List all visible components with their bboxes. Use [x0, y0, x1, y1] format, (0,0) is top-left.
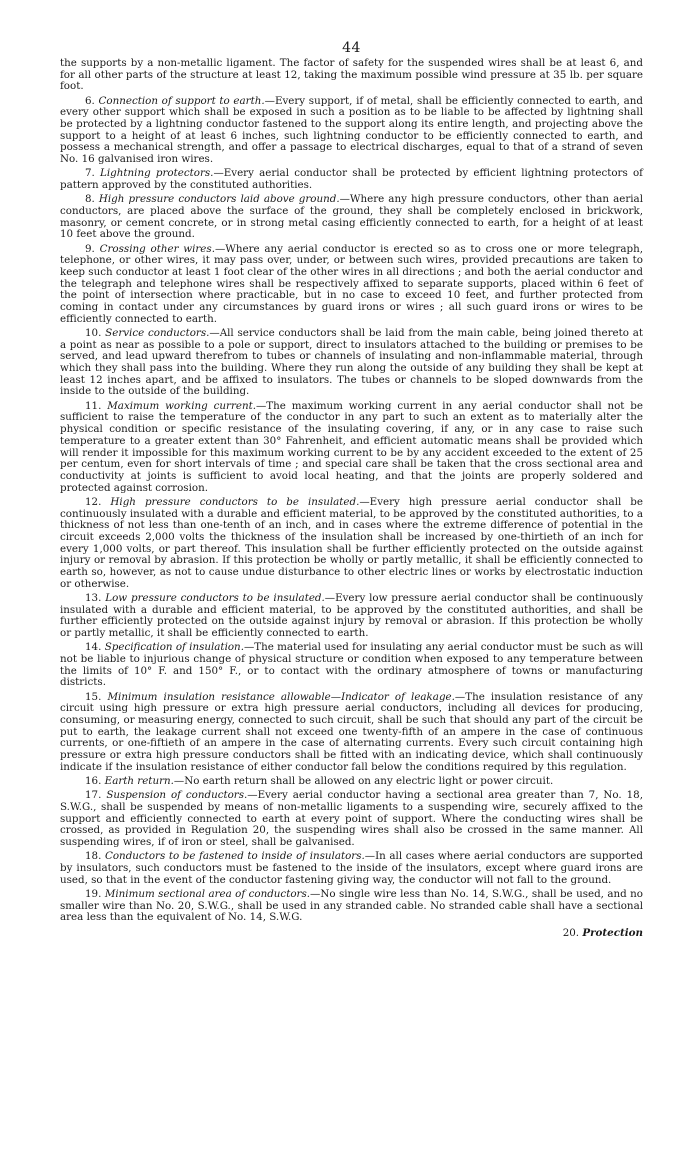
regulation-heading: Low pressure conductors to be insulated.: [105, 591, 325, 604]
regulation-heading: Lightning protectors.: [100, 167, 214, 180]
regulation-paragraph: [60, 889, 643, 924]
regulations-list: [60, 96, 643, 924]
regulation-heading: Service conductors.: [105, 326, 210, 339]
regulation-paragraph: [60, 593, 643, 640]
regulation-heading: Minimum sectional area of conductors.: [104, 887, 311, 900]
regulation-number: 14.: [85, 641, 102, 654]
regulation-paragraph: [60, 401, 643, 495]
regulation-text: —No earth return shall be allowed on any electric light or power circuit.: [173, 774, 554, 787]
regulation-text: —Every support, if of metal, shall be efficiently connected to earth, and every other support which shall be exposed in such a position as to be liable to be affected by lightning shall be protected by a lightning conductor fastened to the support along its entire length, and projecting above the support to a height of at least 6 inches, such lightning conductor to be efficiently connected to earth, and possess a mechanical strength, and offer a passage to electrical discharges, equal to that of a strand of seven No. 16 galvanised iron wires.: [60, 94, 643, 166]
regulation-heading: Conductors to be fastened to inside of insulators.: [104, 850, 365, 863]
regulation-heading: Maximum working current.: [107, 399, 256, 412]
regulation-number: 18.: [85, 850, 102, 863]
regulation-paragraph: [60, 96, 643, 166]
regulation-paragraph: [60, 244, 643, 326]
regulation-text: —No single wire less than No. 14, S.W.G., shall be used, and no smaller wire than No. 20, S.W.G., shall be used in any stranded cable. No stranded cable shall have a sectional area less than the equivalent of No. 14, S.W.G.: [60, 887, 643, 924]
regulation-text: —All service conductors shall be laid from the main cable, being joined thereto at a point as near as possible to a pole or support, direct to insulators attached to the building or premises to be served, and lead upward therefrom to tubes or channels of insulating and non-inflammable material, through which they shall pass into the building. Where they run along the outside of any building they shall be kept at least 12 inches apart, and be affixed to insulators. The tubes or channels to be sloped downwards from the inside to the outside of the building.: [60, 326, 644, 398]
regulation-text: —Every low pressure aerial conductor shall be continuously insulated with a durable and efficient material, to be approved by the constituted authorities, and shall be further efficiently protected on the outside against injury by removal or abrasion. If this protection be wholly or partly metallic, it shall be efficiently connected to earth.: [60, 591, 644, 640]
regulation-number: 10.: [85, 326, 102, 339]
regulation-paragraph: [60, 851, 643, 886]
continuation-paragraph: the supports by a non-metallic ligament. The factor of safety for the suspended wires shall be at least 6, and for all other parts of the structure at least 12, taking the maximum possible wind pressure at 35 lb. per square foot.: [60, 57, 643, 93]
regulation-heading: Minimum insulation resistance allowable—Indicator of leakage.: [107, 690, 455, 703]
regulation-paragraph: [60, 642, 643, 689]
regulation-paragraph: [60, 168, 643, 191]
page-number: 44: [342, 40, 361, 56]
regulation-number: 6.: [85, 94, 95, 107]
regulation-paragraph: [60, 790, 643, 849]
regulation-heading: High pressure conductors laid above ground.: [98, 193, 340, 206]
regulation-number: 8.: [85, 193, 95, 206]
regulation-number: 19.: [85, 887, 102, 900]
regulation-number: 17.: [85, 789, 102, 802]
regulation-paragraph: [60, 328, 643, 398]
regulation-text: —Every high pressure aerial conductor shall be continuously insulated with a durable and efficient material, to be approved by the constituted authorities, to a thickness of not less than one-tenth of an inch, and in cases where the extreme difference of potential in the circuit exceeds 2,000 volts the thickness of the insulation shall be increased by one-thirtieth of an inch for every 1,000 volts, or part thereof. This insulation shall be further efficiently protected on the outside against injury or removal by abrasion. If this protection be wholly or partly metallic, it shall be efficiently connected to earth so, however, as not to cause undue disturbance to other electric lines or works by electrostatic induction or otherwise.: [60, 495, 643, 590]
regulation-paragraph: [60, 497, 643, 591]
regulation-number: 7.: [85, 167, 95, 180]
regulation-text: —Every aerial conductor shall be protected by efficient lightning protectors of pattern approved by the constituted authorities.: [60, 167, 643, 192]
regulation-heading: Suspension of conductors.: [106, 789, 248, 802]
regulation-heading: Crossing other wires.: [99, 242, 215, 255]
regulation-text: —Where any aerial conductor is erected so as to cross one or more telegraph, telephone, or other wires, it may pass over, under, or between such wires, provided precautions are taken to keep such conductor at least 1 foot clear of the other wires in all directions ; and both the aerial conductor and the telegraph and telephone wires shall be respectively affixed to separate supports, placed within 6 feet of the point of intersection where practicable, but in no case to exceed 10 feet, and further protected from coming in contact under any circumstances by guard irons or wires ; all such guard irons or wires to be efficiently connected to earth.: [60, 242, 643, 325]
regulation-paragraph: [60, 692, 643, 774]
regulation-number: 15.: [85, 690, 102, 703]
regulation-text: —Every aerial conductor having a sectional area greater than 7, No. 18, S.W.G., shall be suspended by means of non-metallic ligaments to a suspending wire, securely affixed to the support and efficiently connected to earth at every point of support. Where the conducting wires shall be crossed, as provided in Regulation 20, the suspending wires shall also be crossed in the same manner. All suspending wires, if of iron or steel, shall be galvanised.: [60, 789, 644, 848]
regulation-heading: High pressure conductors to be insulated.: [110, 495, 360, 508]
regulation-paragraph: [60, 776, 643, 788]
regulation-heading: Connection of support to earth.: [98, 94, 265, 107]
catchword-heading: Protection: [582, 926, 643, 939]
regulation-heading: Earth return.: [104, 774, 174, 787]
catchword-number: 20.: [562, 926, 580, 939]
regulation-number: 11.: [85, 399, 102, 412]
regulation-text: —In all cases where aerial conductors are supported by insulators, such conductors must be fastened to the inside of the insulators, except where guard irons are used, so that in the event of the conductor fastening giving way, the conductor will not fall to the ground.: [60, 850, 643, 886]
regulation-text: —The insulation resistance of any circuit using high pressure or extra high pressure aerial conductors, including all devices for producing, consuming, or measuring energy, connected to such circuit, shall be such that should any part of the circuit be put to earth, the leakage current shall not exceed one twenty-fifth of an ampere in the case of continuous currents, or one-fiftieth of an ampere in the case of alternating currents. Every such circuit containing high pressure or extra high pressure conductors shall be fitted with an indicating device, which shall continuously indicate if the insulation resistance of either conductor fall below the conditions required by this regulation.: [60, 690, 643, 773]
regulation-number: 16.: [85, 774, 102, 787]
regulation-heading: Specification of insulation.: [104, 641, 244, 654]
regulation-number: 13.: [85, 591, 102, 604]
regulation-text: —The material used for insulating any aerial conductor must be such as will not be liable to injurious change of physical structure or condition when exposed to any temperature between the limits of 10° F. and 150° F., or to contact with the ordinary atmosphere of towns or manufacturing districts.: [60, 641, 643, 689]
regulation-text: —Where any high pressure conductors, other than aerial conductors, are placed above the surface of the ground, they shall be completely enclosed in brickwork, masonry, or cement concrete, or in strong metal casing efficiently connected to earth, for a height of at least 10 feet above the ground.: [60, 193, 643, 241]
regulation-paragraph: [60, 194, 643, 241]
regulation-number: 9.: [85, 242, 95, 255]
catchword: [60, 927, 643, 939]
regulation-number: 12.: [85, 495, 102, 508]
regulation-text: —The maximum working current in any aerial conductor shall not be sufficient to raise the temperature of the conductor in any part to such an extent as to materially alter the physical condition or specific resistance of the insulating covering, if any, or in any case to raise such temperature to a greater extent than 30° Fahrenheit, and efficient automatic means shall be provided which will render it impossible for this maximum working current to be by any accident exceeded to the extent of 25 per centum, even for short intervals of time ; and special care shall be taken that the cross sectional area and conductivity at joints is sufficient to avoid local heating, and that the joints are properly soldered and protected against corrosion.: [60, 399, 643, 494]
